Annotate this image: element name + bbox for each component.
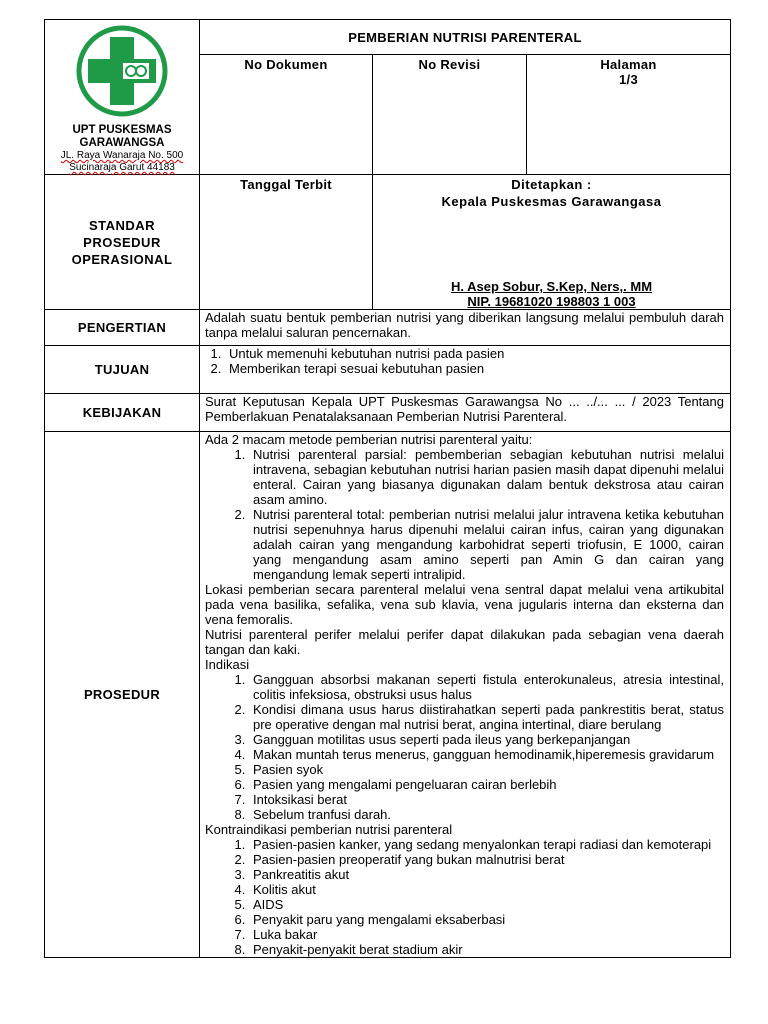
list-item: 1. Gangguan absorbsi makanan seperti fistula enterokunaleus, atresia intestinal, colitis infeksiosa, obstruksi usus halus: [249, 672, 724, 702]
logo-cell: [45, 20, 200, 175]
signer-name: H. Asep Sobur, S.Kep, Ners,. MM: [450, 279, 653, 294]
list-item: 4. Kolitis akut: [249, 882, 724, 897]
list-item: 5. AIDS: [249, 897, 724, 912]
tanggal-terbit-cell: Tanggal Terbit: [200, 175, 373, 310]
list-item: 8. Penyakit-penyakit berat stadium akir: [249, 942, 724, 957]
kebijakan-label: KEBIJAKAN: [45, 394, 200, 432]
indikasi-list: [205, 672, 724, 822]
no-revisi-cell: No Revisi: [373, 55, 527, 175]
list-item: 2. Kondisi dimana usus harus diistirahatkan seperti pada pankrestitis berat, status pre operative dengan mal nutrisi berat, angina intertinal, diare berulang: [249, 702, 724, 732]
indikasi-heading: Indikasi: [205, 657, 250, 672]
method-list: [205, 447, 724, 582]
list-item: 3. Gangguan motilitas usus seperti pada ileus yang berkepanjangan: [249, 732, 724, 747]
list-item: 1. Pasien-pasien kanker, yang sedang menyalonkan terapi radiasi dan kemoterapi: [249, 837, 724, 852]
org-name: UPT PUSKESMAS GARAWANGSA: [72, 124, 172, 149]
list-item: 8. Sebelum tranfusi darah.: [249, 807, 724, 822]
list-item: 1. Untuk memenuhi kebutuhan nutrisi pada pasien: [225, 346, 724, 361]
halaman-cell: Halaman 1/3: [527, 55, 731, 175]
list-item: 6. Penyakit paru yang mengalami eksaberbasi: [249, 912, 724, 927]
list-item: 1. Nutrisi parenteral parsial: pembemberian sebagian kebutuhan nutrisi melalui intravena, sebagian kebutuhan nutrisi harian pasien masih dapat dipenuhi melalui enteral. Cairan yang biasanya digunakan dalam bentuk dekstrosa atau cairan asam amino.: [249, 447, 724, 507]
list-item: 7. Intoksikasi berat: [249, 792, 724, 807]
sop-document-table: [44, 19, 731, 958]
no-dokumen-cell: No Dokumen: [200, 55, 373, 175]
ditetapkan-by: Kepala Puskesmas Garawangasa: [441, 194, 662, 209]
signer-nip: NIP. 19681020 198803 1 003: [467, 294, 636, 309]
org-address: JL. Raya Wanaraja No. 500 Sucinaraja Garut 44183: [60, 150, 184, 173]
prosedur-body: [200, 432, 731, 958]
prosedur-label: PROSEDUR: [45, 432, 200, 958]
signature-block: Ditetapkan : Kepala Puskesmas Garawangasa H. Asep Sobur, S.Kep, Ners,. MM NIP. 19681020 198803 1 003: [373, 175, 731, 310]
list-item: 3. Pankreatitis akut: [249, 867, 724, 882]
list-item: 5. Pasien syok: [249, 762, 724, 777]
tujuan-label: TUJUAN: [45, 346, 200, 394]
list-item: 2. Pasien-pasien preoperatif yang bukan malnutrisi berat: [249, 852, 724, 867]
list-item: 7. Luka bakar: [249, 927, 724, 942]
prosedur-intro: Ada 2 macam metode pemberian nutrisi parenteral yaitu:: [205, 432, 533, 447]
list-item: 6. Pasien yang mengalami pengeluaran cairan berlebih: [249, 777, 724, 792]
pengertian-text: Adalah suatu bentuk pemberian nutrisi yang diberikan langsung melalui pembuluh darah tanpa melalui saluran pencernakan.: [200, 310, 731, 346]
kontraindikasi-heading: Kontraindikasi pemberian nutrisi parenteral: [205, 822, 453, 837]
sop-title: STANDAR PROSEDUR OPERASIONAL: [45, 175, 200, 310]
document-title: PEMBERIAN NUTRISI PARENTERAL: [200, 20, 731, 55]
kebijakan-text: Surat Keputusan Kepala UPT Puskesmas Garawangsa No ... ../... ... / 2023 Tentang Pemberlakuan Penatalaksanaan Pemberian Nutrisi Parenteral.: [200, 394, 731, 432]
perifer-text: Nutrisi parenteral perifer melalui perifer dapat dilakukan pada sebagian vena daerah tangan dan kaki.: [205, 627, 724, 657]
lokasi-text: Lokasi pemberian secara parenteral melalui vena sentral dapat melalui vena artikubital pada vena basilika, sefalika, vena sub klavia, vena jugularis interna dan eksterna dan vena femoralis.: [205, 582, 724, 627]
puskesmas-logo-icon: [76, 25, 168, 117]
list-item: 4. Makan muntah terus menerus, gangguan hemodinamik,hiperemesis gravidarum: [249, 747, 724, 762]
list-item: 2. Memberikan terapi sesuai kebutuhan pasien: [225, 361, 724, 376]
kontraindikasi-list: [205, 837, 724, 957]
pengertian-label: PENGERTIAN: [45, 310, 200, 346]
tujuan-list: [200, 346, 731, 394]
list-item: 2. Nutrisi parenteral total: pemberian nutrisi melalui jalur intravena ketika kebutuhan nutrisi sepenuhnya harus dipenuhi melalui cairan infus, cairan yang digunakan adalah cairan yang mengandung karbohidrat seperti triofusin, E 1000, cairan yang mengandung asam amino seperti pan Amin G dan cairan yang mengandung lemak seperti intralipid.: [249, 507, 724, 582]
